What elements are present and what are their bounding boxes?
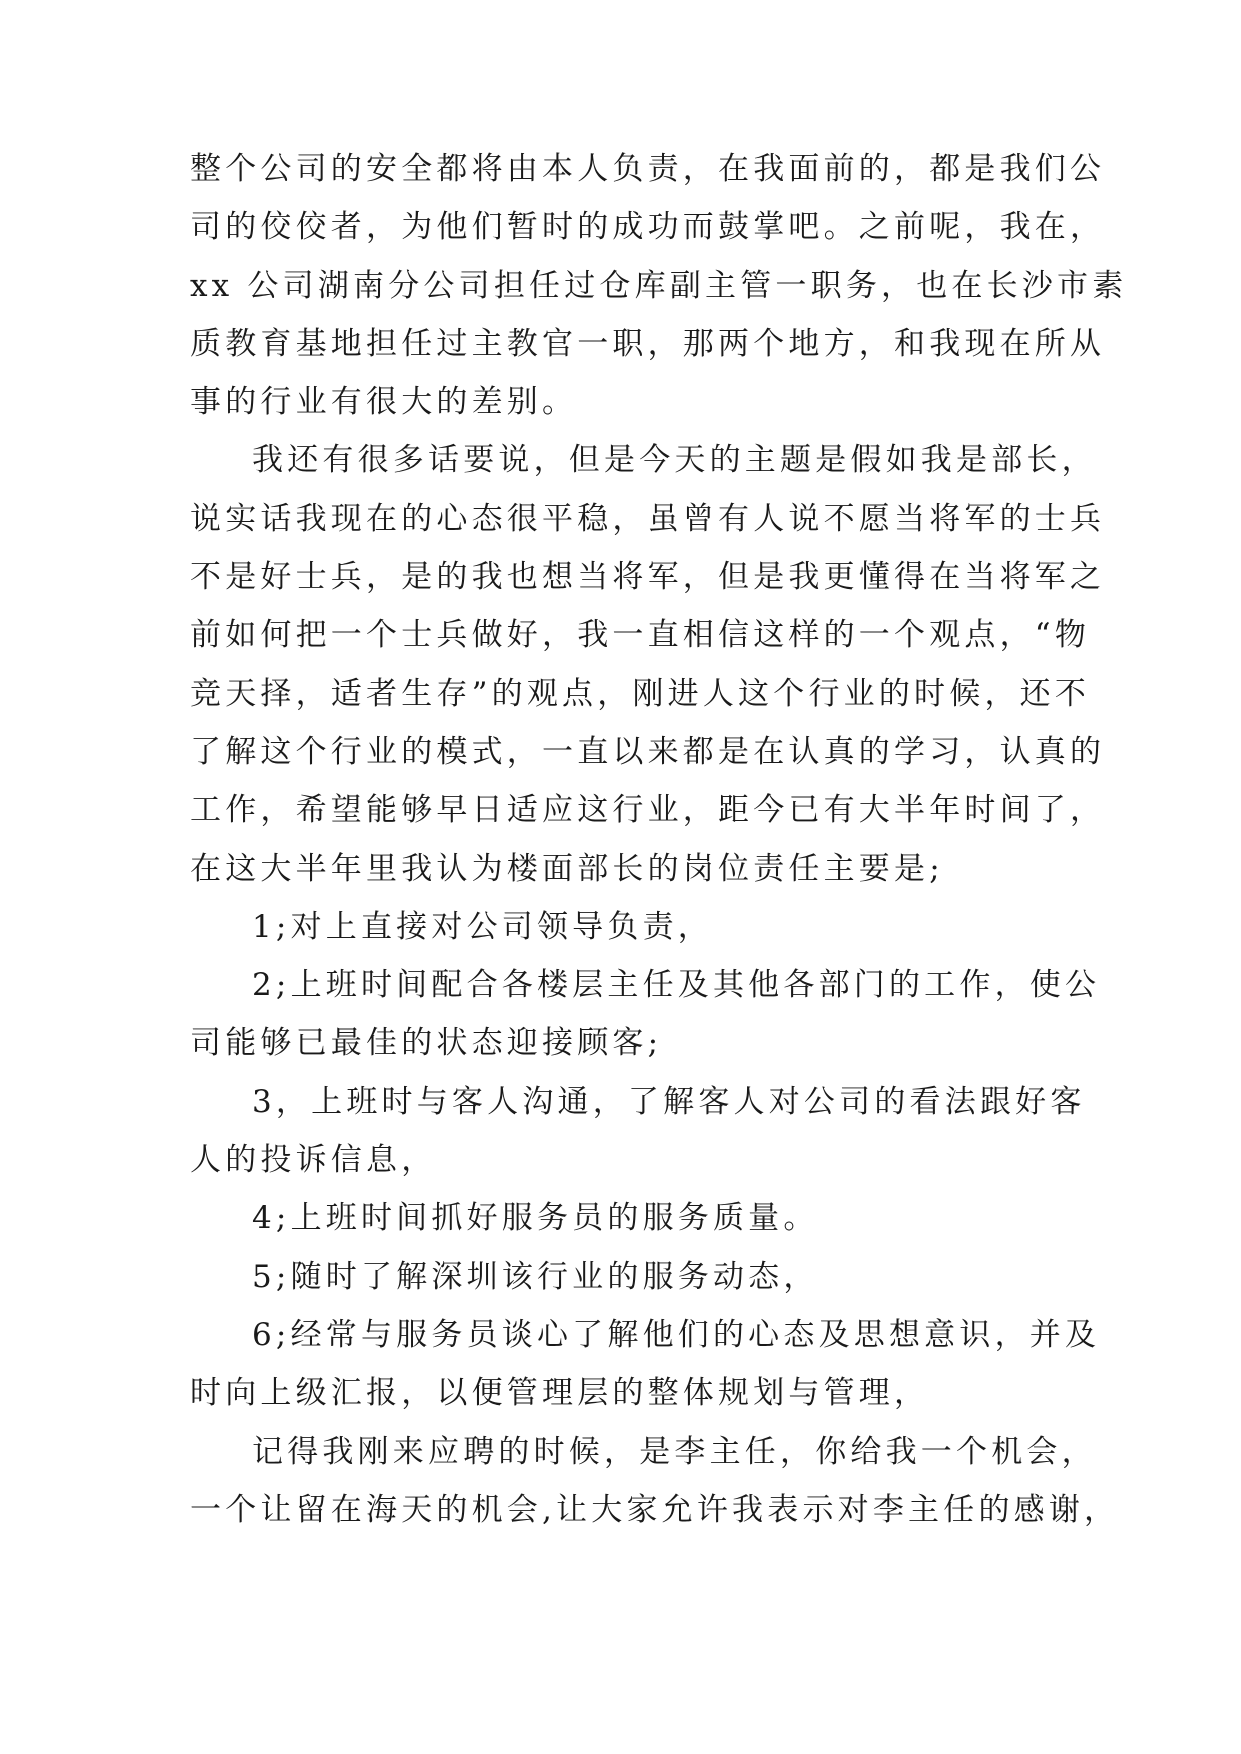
paragraph-gratitude bbox=[190, 1423, 1120, 1540]
text-line: 整个公司的安全都将由本人负责，在我面前的，都是我们公 bbox=[190, 151, 1106, 187]
text-line: 4;上班时间抓好服务员的服务质量。 bbox=[252, 1200, 819, 1237]
list-item-3 bbox=[190, 1073, 1086, 1190]
text-line: 1;对上直接对公司领导负责， bbox=[252, 908, 713, 945]
list-item-6 bbox=[190, 1306, 1101, 1423]
document-body bbox=[190, 140, 1128, 1539]
text-line: 2;上班时间配合各楼层主任及其他各部门的工作，使公 bbox=[252, 967, 1101, 1004]
text-line: 我还有很多话要说，但是今天的主题是假如我是部长， bbox=[252, 442, 1097, 479]
text-line: 了解这个行业的模式，一直以来都是在认真的学习，认真的 bbox=[190, 733, 1106, 770]
text-line: 3，上班时与客人沟通，了解客人对公司的看法跟好客 bbox=[252, 1083, 1086, 1120]
text-line: 人的投诉信息， bbox=[190, 1142, 437, 1179]
list-item-4 bbox=[190, 1189, 1070, 1247]
text-line: 6;经常与服务员谈心了解他们的心态及思想意识，并及 bbox=[252, 1316, 1101, 1353]
paragraph-role-responsibilities-intro bbox=[190, 431, 1106, 897]
list-item-5 bbox=[190, 1248, 1070, 1306]
text-line: 司能够已最佳的状态迎接顾客; bbox=[190, 1025, 663, 1062]
text-line: 前如何把一个士兵做好，我一直相信这样的一个观点，“物 bbox=[190, 617, 1091, 654]
paragraph-safety-responsibility bbox=[190, 140, 1128, 431]
text-line: 不是好士兵，是的我也想当将军，但是我更懂得在当将军之 bbox=[190, 559, 1106, 596]
text-line: 工作，希望能够早日适应这行业，距今已有大半年时间了， bbox=[190, 792, 1106, 829]
list-item-2 bbox=[190, 956, 1101, 1073]
text-line: 竞天择，适者生存”的观点，刚进人这个行业的时候，还不 bbox=[190, 675, 1091, 712]
text-line: 质教育基地担任过主教官一职，那两个地方，和我现在所从 bbox=[190, 325, 1106, 362]
text-line: 时向上级汇报，以便管理层的整体规划与管理， bbox=[190, 1375, 930, 1412]
text-line: 一个让留在海天的机会,让大家允许我表示对李主任的感谢， bbox=[190, 1491, 1120, 1528]
text-line: 司的佼佼者，为他们暂时的成功而鼓掌吧。之前呢，我在， bbox=[190, 209, 1106, 246]
list-item-1 bbox=[190, 898, 1070, 956]
text-line: 在这大半年里我认为楼面部长的岗位责任主要是; bbox=[190, 850, 944, 887]
text-line: xx 公司湖南分公司担任过仓库副主管一职务，也在长沙市素 bbox=[190, 267, 1128, 304]
text-line: 事的行业有很大的差别。 bbox=[190, 384, 578, 421]
text-line: 5;随时了解深圳该行业的服务动态， bbox=[252, 1258, 819, 1295]
text-line: 说实话我现在的心态很平稳，虽曾有人说不愿当将军的士兵 bbox=[190, 500, 1106, 537]
text-line: 记得我刚来应聘的时候，是李主任，你给我一个机会， bbox=[252, 1433, 1097, 1470]
